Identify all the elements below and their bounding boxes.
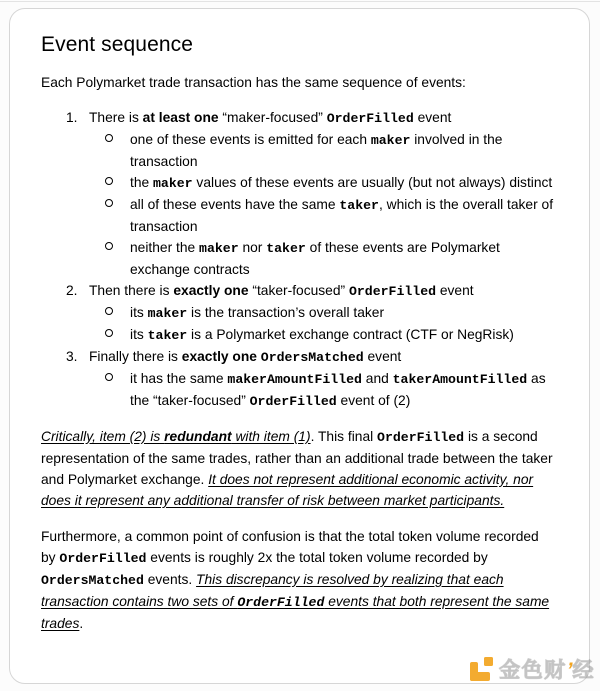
text-run: event of (2) [336,392,411,408]
text-run: taker [339,197,379,213]
text-run: is a Polymarket exchange contract (CTF or NegRisk) [187,326,514,342]
text-run: OrderFilled [326,110,414,126]
list-item-text [130,194,556,237]
text-run: maker [199,240,239,256]
text-run: Furthermore, a common point of confusion is that the total token volume recorded by [41,528,539,565]
top-edge-divider [0,1,600,2]
list-item-text [130,237,556,280]
text-run: exactly one [173,282,249,298]
text-run: OrdersMatched [260,349,364,365]
sub-list-item [41,129,556,172]
sub-list-item [41,368,556,412]
text-run: takerAmountFilled [392,371,528,387]
text-run: OrderFilled [237,594,325,610]
text-run: events that both represent the same trades [41,593,550,631]
text-run: makerAmountFilled [227,371,362,387]
list-item-text [130,172,556,194]
sub-list-item [41,194,556,237]
text-run: . [79,615,84,631]
text-run: involved in the transaction [130,131,503,169]
circle-bullet-icon [105,242,113,250]
text-run: its [130,304,148,320]
body-paragraphs [41,426,556,634]
text-run: events is roughly 2x the total token volume recorded by [146,549,488,565]
list-item [41,346,556,368]
text-run: This discrepancy is resolved by realizing that each transaction contains two sets of [41,571,504,609]
text-run: event [363,348,402,364]
list-item-text [130,324,556,346]
text-run: Then there is [89,282,174,298]
text-run: at least one [142,109,219,125]
text-run: of these events are Polymarket exchange contracts [130,239,500,277]
text-run: OrderFilled [59,550,147,566]
text-run: Finally there is [89,348,182,364]
text-run: the [130,174,154,190]
text-run: taker [266,240,306,256]
text-run: OrderFilled [348,283,437,299]
circle-bullet-marker [41,194,130,237]
list-item-text [130,129,556,172]
text-run: Critically, item (2) is [41,428,165,444]
text-run: OrderFilled [249,393,337,409]
sub-list-item [41,172,556,194]
text-run: exactly one [181,348,261,364]
text-run: it has the same [130,370,228,386]
paragraph [41,526,556,634]
text-run: maker [370,132,411,148]
sub-list-item [41,302,556,324]
circle-bullet-icon [105,199,113,207]
text-run: taker [147,327,188,343]
circle-bullet-marker [41,172,130,194]
text-run: OrdersMatched [41,572,144,588]
list-number-marker: 2. [66,282,78,298]
event-sequence-list [41,107,556,412]
list-number-marker: 1. [66,109,78,125]
text-run: nor [238,239,267,255]
text-run: event [413,109,452,125]
sub-list-item [41,237,556,280]
circle-bullet-icon [105,329,113,337]
circle-bullet-icon [105,373,113,381]
text-run: There is [89,109,143,125]
circle-bullet-marker [41,237,130,280]
circle-bullet-marker [41,368,130,412]
circle-bullet-icon [105,177,113,185]
text-run: is the transaction’s overall taker [187,304,385,320]
text-run: neither the [130,239,200,255]
text-run: event [436,282,474,298]
paragraph [41,426,556,511]
sub-list-item [41,324,556,346]
text-run: and [361,370,393,386]
text-run: “maker-focused” [218,109,327,125]
text-run: with item (1) [231,428,311,444]
watermark-accent: ’ [566,659,573,682]
list-item-text [89,346,556,368]
list-item-text [89,107,556,129]
text-run: . This final [310,428,378,444]
text-run: values of these events are usually (but not always) distinct [192,174,553,190]
page-title: Event sequence [41,33,194,56]
text-run: one of these events is emitted for each [130,131,371,147]
text-run: OrderFilled [377,429,465,445]
document-card [9,8,590,684]
circle-bullet-marker [41,302,130,324]
list-item [41,280,556,302]
circle-bullet-marker [41,129,130,172]
circle-bullet-icon [105,307,113,315]
text-run: “taker-focused” [248,282,349,298]
text-run: redundant [164,428,232,444]
text-run: all of these events have the same [130,196,340,212]
list-item-text [130,302,556,324]
list-item [41,107,556,129]
text-run: maker [153,175,193,191]
circle-bullet-marker [41,324,130,346]
intro-paragraph: Each Polymarket trade transaction has the same sequence of events: [41,74,466,90]
list-item-text [130,368,556,412]
list-item-text [89,280,556,302]
text-run: is a second representation of the same trades, rather than an additional trade between the taker and Polymarket exchange. [41,428,553,487]
text-run: It does not represent additional economic activity, nor does it represent any additional transfer of risk between market participants. [41,471,534,508]
text-run: events. [143,571,197,587]
text-run: as the “taker-focused” [130,370,546,408]
text-run: its [130,326,148,342]
list-number-marker: 3. [66,348,78,364]
circle-bullet-icon [105,134,113,142]
text-run: maker [147,305,188,321]
text-run: , which is the overall taker of transaction [130,196,554,234]
